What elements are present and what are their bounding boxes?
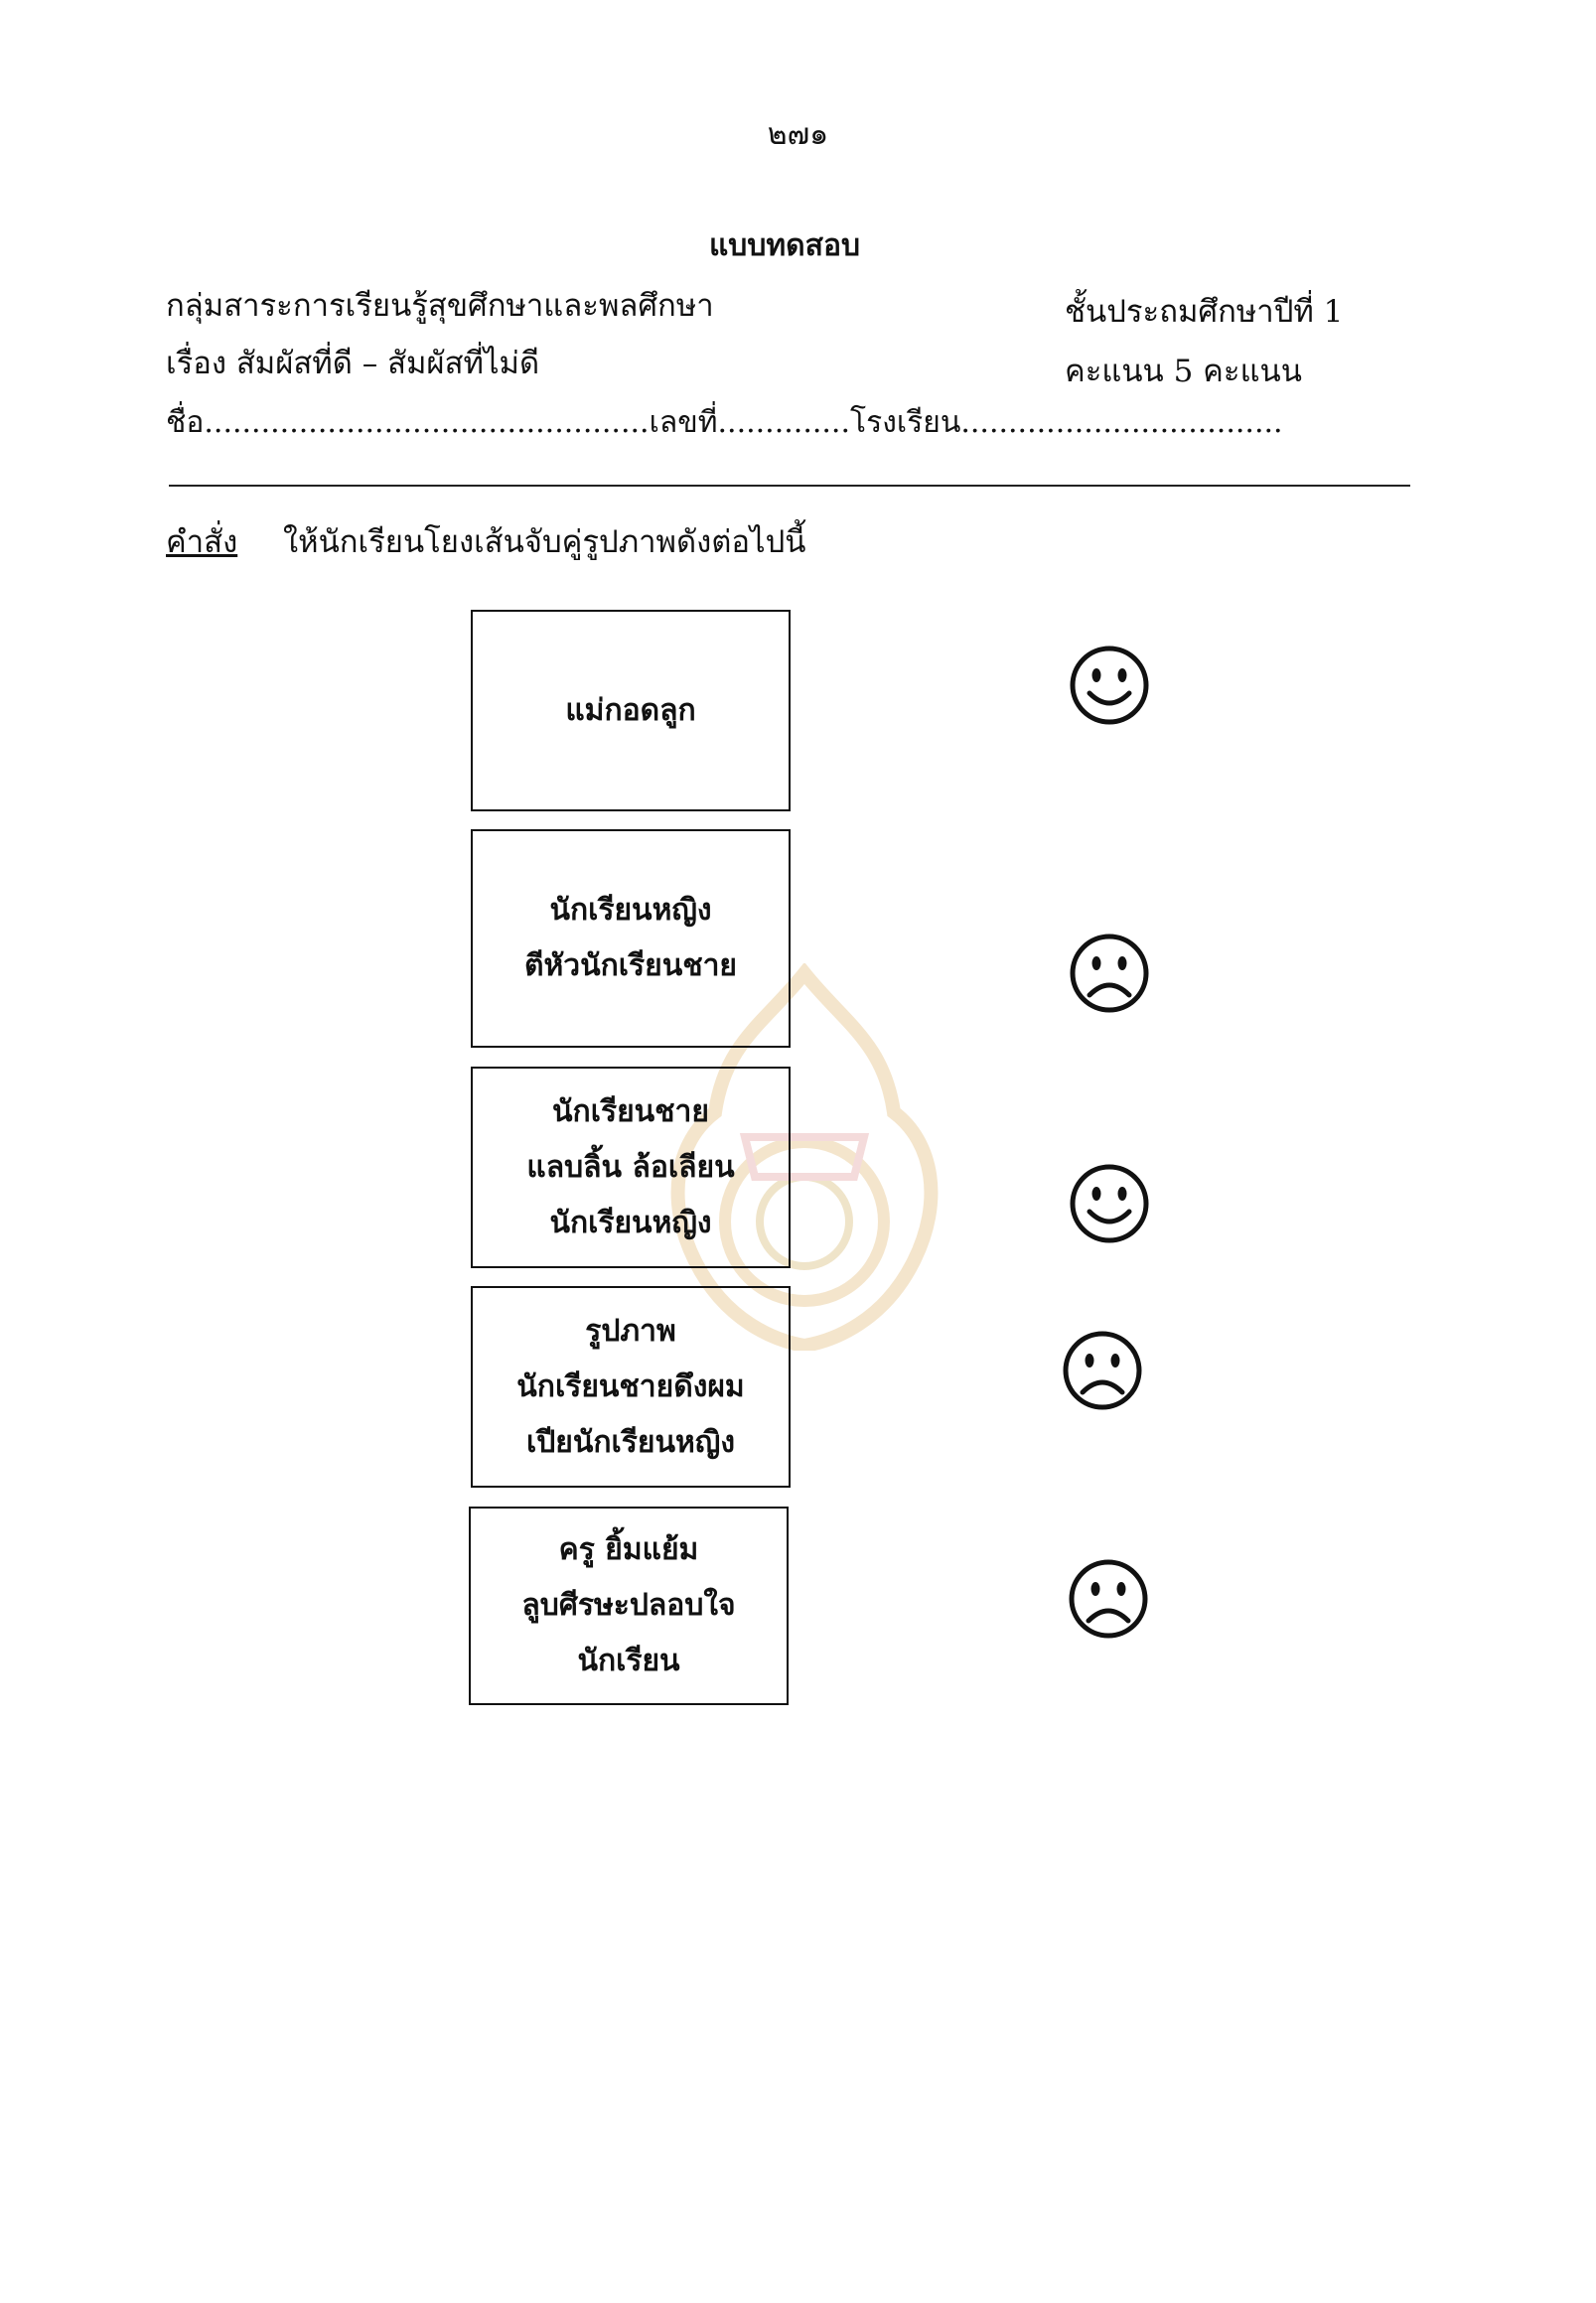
divider-line: [169, 485, 1410, 487]
subject-group: กลุ่มสาระการเรียนรู้สุขศึกษาและพลศึกษา: [166, 288, 714, 324]
item-5-line-1: ครู ยิ้มแย้ม: [558, 1532, 699, 1567]
item-box-3: [471, 1067, 791, 1268]
frowny-icon: [1068, 932, 1151, 1015]
item-4-line-1: รูปภาพ: [585, 1313, 676, 1349]
smiley-icon: [1068, 1162, 1151, 1245]
instruction-label: คำสั่ง: [166, 524, 238, 560]
item-3-line-1: นักเรียนชาย: [552, 1093, 709, 1129]
item-box-1: [471, 610, 791, 811]
smiley-icon: [1068, 644, 1151, 727]
instruction-text: ให้นักเรียนโยงเส้นจับคู่รูปภาพดังต่อไปนี้: [283, 524, 806, 560]
frowny-icon: [1061, 1329, 1144, 1412]
grade-level: ชั้นประถมศึกษาปีที่ 1: [1065, 294, 1344, 330]
test-title: แบบทดสอบ: [708, 228, 861, 263]
item-box-4: [471, 1286, 791, 1488]
page-number: ๒๗๑: [767, 117, 829, 152]
item-3-line-3: นักเรียนหญิง: [549, 1205, 712, 1240]
item-3-line-2: แลบลิ้น ล้อเลียน: [526, 1149, 735, 1185]
item-box-5: [469, 1507, 789, 1705]
item-1-line-1: แม่กอดลูก: [565, 692, 696, 728]
score: คะแนน 5 คะแนน: [1065, 354, 1302, 389]
item-4-line-2: นักเรียนชายดึงผม: [516, 1368, 745, 1404]
item-box-2: [471, 829, 791, 1048]
item-2-line-1: นักเรียนหญิง: [549, 893, 712, 928]
frowny-icon: [1067, 1557, 1150, 1641]
item-2-line-2: ตีหัวนักเรียนชาย: [523, 948, 737, 983]
name-number-school-line: ชื่อ...............................................เลขที่..............โรงเรียน..................................: [166, 405, 1283, 440]
topic: เรื่อง สัมผัสที่ดี – สัมผัสที่ไม่ดี: [166, 346, 540, 381]
item-5-line-3: นักเรียน: [577, 1644, 680, 1678]
item-4-line-3: เปียนักเรียนหญิง: [526, 1424, 735, 1460]
item-5-line-2: ลูบศีรษะปลอบใจ: [521, 1588, 736, 1623]
